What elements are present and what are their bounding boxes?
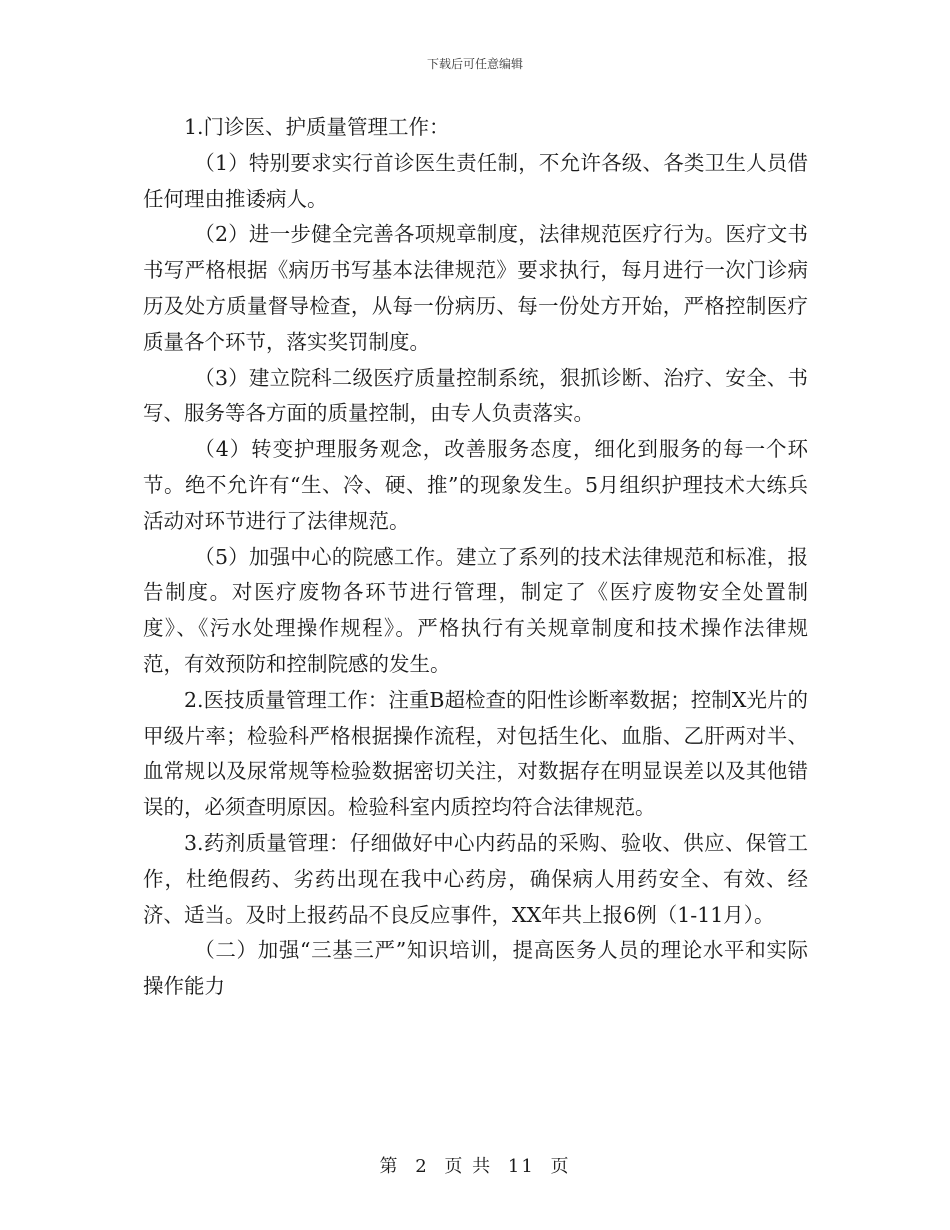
footer-page-number: 2 [415, 1156, 429, 1177]
footer-prefix: 第 [379, 1156, 400, 1177]
section-heading-outpatient: 1.门诊医、护质量管理工作： [184, 115, 450, 139]
section-medical-tech: 2.医技质量管理工作：注重B超检查的阳性诊断率数据；控制X光片的甲级片率；检验科严格根据操作流程，对包括生化、血脂、乙肝两对半、血常规以及尿常规等检验数据密切关注，对数据存在明显误差以及其他错误的，必须查明原因。检验科室内质控均符合法律规范。 [143, 687, 808, 820]
footer-total-pages: 11 [507, 1156, 535, 1177]
paragraph-item-2: （2）进一步健全完善各项规章制度，法律规范医疗行为。医疗文书书写严格根据《病历书写基本法律规范》要求执行，每月进行一次门诊病历及处方质量督导检查，从每一份病历、每一份处方开始，严格控制医疗质量各个环节，落实奖罚制度。 [143, 222, 808, 354]
footer-middle: 页 共 [444, 1156, 493, 1177]
footer-suffix: 页 [550, 1156, 571, 1177]
paragraph-item-1: （1）特别要求实行首诊医生责任制，不允许各级、各类卫生人员借任何理由推诿病人。 [143, 150, 808, 211]
paragraph-item-4: （4）转变护理服务观念，改善服务态度，细化到服务的每一个环节。绝不允许有“生、冷、硬、推”的现象发生。5月组织护理技术大练兵活动对环节进行了法律规范。 [143, 437, 808, 533]
page-header: 下载后可任意编辑 [426, 57, 523, 71]
section-pharmacy: 3.药剂质量管理：仔细做好中心内药品的采购、验收、供应、保管工作，杜绝假药、劣药出现在我中心药房，确保病人用药安全、有效、经济、适当。及时上报药品不良反应事件，XX年共上报6例（1-11月）。 [143, 830, 808, 927]
paragraph-item-5: （5）加强中心的院感工作。建立了系列的技术法律规范和标准，报告制度。对医疗废物各环节进行管理，制定了《医疗废物安全处置制度》、《污水处理操作规程》。严格执行有关规章制度和技术操作法律规范，有效预防和控制院感的发生。 [143, 544, 808, 676]
document-body [143, 110, 808, 1005]
paragraph-item-3: （3）建立院科二级医疗质量控制系统，狠抓诊断、治疗、安全、书写、服务等各方面的质量控制，由专人负责落实。 [143, 365, 808, 426]
page-footer [0, 1152, 950, 1178]
section-training-heading: （二）加强“三基三严”知识培训，提高医务人员的理论水平和实际操作能力 [143, 938, 808, 999]
